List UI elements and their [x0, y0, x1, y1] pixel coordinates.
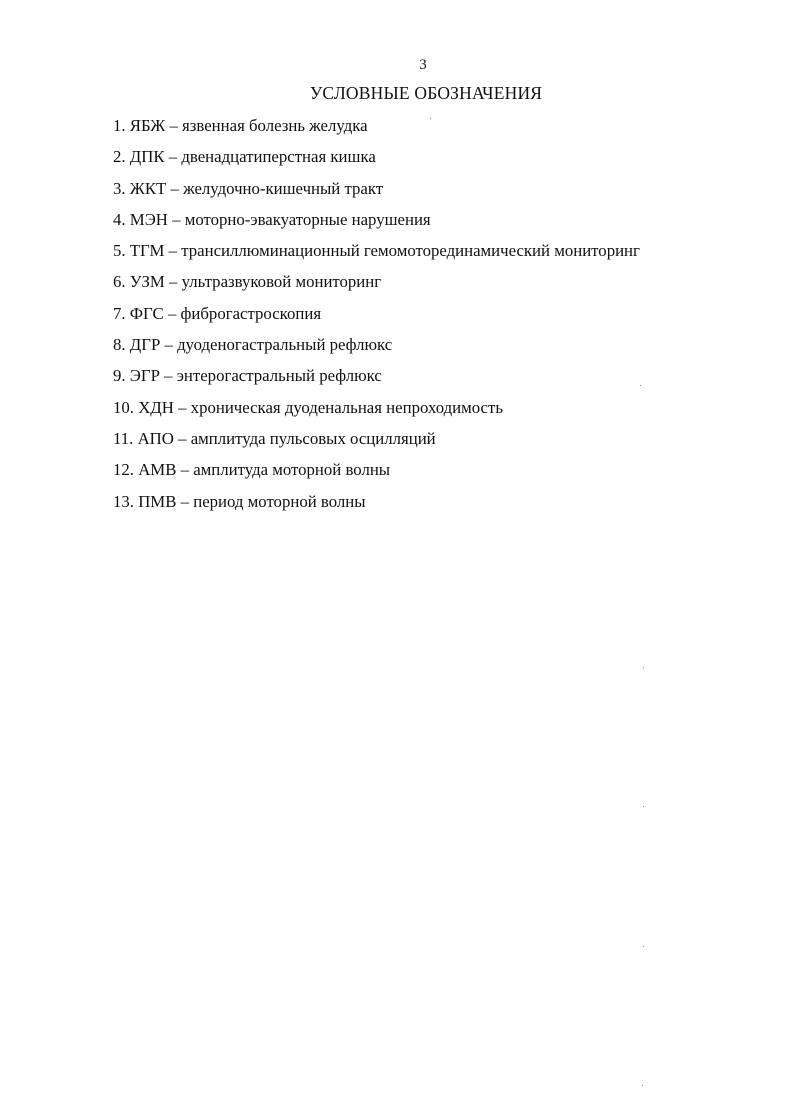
item-abbreviation: ЭГР	[129, 366, 160, 386]
item-separator: –	[178, 428, 187, 448]
abbreviation-list	[113, 114, 640, 521]
list-item	[113, 396, 640, 427]
item-meaning: желудочно-кишечный тракт	[183, 178, 384, 198]
item-separator: –	[178, 397, 187, 417]
item-meaning: трансиллюминационный гемомоторединамический мониторинг	[181, 241, 640, 261]
item-separator: –	[169, 116, 178, 135]
item-meaning: энтерогастральный рефлюкс	[176, 366, 382, 386]
item-abbreviation: ТГМ	[129, 241, 165, 261]
list-item	[113, 364, 640, 395]
item-meaning: хроническая дуоденальная непроходимость	[190, 397, 503, 417]
item-meaning: язвенная болезнь желудка	[182, 116, 368, 135]
item-abbreviation: ПМВ	[138, 491, 177, 511]
item-meaning: моторно-эвакуаторные нарушения	[184, 209, 431, 229]
item-meaning: период моторной волны	[193, 491, 366, 511]
item-meaning: дуоденогастральный рефлюкс	[177, 335, 393, 355]
list-item	[113, 458, 640, 489]
item-abbreviation: АМВ	[138, 460, 177, 480]
scan-speck	[643, 806, 644, 807]
item-number: 12.	[113, 460, 134, 480]
item-meaning: фиброгастроскопия	[180, 303, 322, 323]
item-number: 6.	[113, 272, 126, 292]
item-meaning: ультразвуковой мониторинг	[181, 272, 382, 292]
item-separator: –	[180, 460, 190, 480]
item-abbreviation: ЖКТ	[129, 178, 167, 198]
item-meaning: амплитуда моторной волны	[193, 460, 391, 480]
list-item	[113, 114, 640, 145]
list-item	[113, 302, 640, 333]
scan-speck	[643, 667, 644, 668]
item-number: 11.	[113, 428, 134, 448]
scan-speck	[643, 946, 644, 947]
item-abbreviation: УЗМ	[129, 272, 165, 292]
item-number: 13.	[113, 491, 134, 511]
item-separator: –	[180, 491, 190, 511]
item-separator: –	[164, 335, 173, 355]
item-abbreviation: ФГС	[129, 303, 164, 323]
item-abbreviation: ДПК	[129, 147, 165, 167]
item-abbreviation: ЯБЖ	[129, 116, 166, 135]
item-separator: –	[172, 209, 181, 229]
page-title: УСЛОВНЫЕ ОБОЗНАЧЕНИЯ	[309, 83, 543, 103]
scan-speck	[430, 118, 431, 119]
item-separator: –	[170, 178, 179, 198]
list-item	[113, 427, 640, 458]
list-item	[113, 239, 640, 270]
item-separator: –	[169, 272, 178, 292]
list-item	[113, 145, 640, 176]
item-separator: –	[168, 241, 178, 261]
item-separator: –	[167, 303, 177, 323]
item-number: 5.	[113, 241, 126, 261]
item-abbreviation: АПО	[137, 428, 174, 448]
page-number: 3	[419, 57, 427, 73]
list-item	[113, 270, 640, 301]
item-separator: –	[164, 366, 173, 386]
item-number: 2.	[113, 147, 126, 167]
item-number: 1.	[113, 116, 126, 135]
item-number: 9.	[113, 366, 126, 386]
item-number: 3.	[113, 178, 126, 198]
item-abbreviation: ХДН	[138, 397, 174, 417]
list-item	[113, 490, 640, 521]
scan-speck	[642, 1085, 643, 1086]
scan-speck	[640, 385, 641, 386]
list-item	[113, 208, 640, 239]
item-meaning: двенадцатиперстная кишка	[181, 147, 376, 167]
list-item	[113, 333, 640, 364]
item-number: 10.	[113, 397, 134, 417]
item-separator: –	[168, 147, 178, 167]
item-abbreviation: ДГР	[129, 335, 161, 355]
item-meaning: амплитуда пульсовых осцилляций	[190, 428, 436, 448]
item-number: 4.	[113, 209, 126, 229]
list-item	[113, 177, 640, 208]
item-abbreviation: МЭН	[129, 209, 168, 229]
item-number: 7.	[113, 303, 126, 323]
item-number: 8.	[113, 335, 126, 355]
